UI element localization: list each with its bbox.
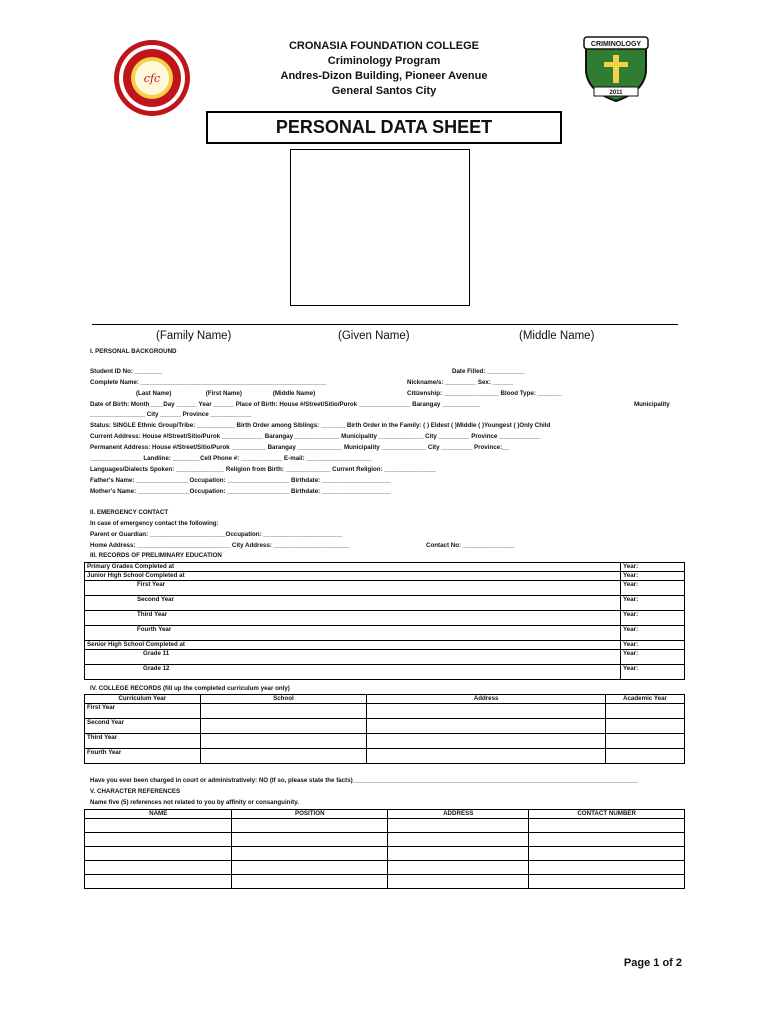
college-entry-cell[interactable] <box>367 704 606 719</box>
landline-field[interactable]: _______________ Landline: ________Cell Phone #: ____________ E-mail: ___________________ <box>90 455 372 462</box>
table-row <box>85 704 685 719</box>
college-entry-cell[interactable] <box>367 719 606 734</box>
prelim-label-cell[interactable]: Junior High School Completed at <box>85 572 621 581</box>
curriculum-year-cell: First Year <box>85 704 201 719</box>
reference-entry-cell[interactable] <box>232 833 388 847</box>
reference-entry-cell[interactable] <box>232 875 388 889</box>
seal-text: cfc <box>143 72 161 85</box>
reference-entry-cell[interactable] <box>529 819 685 833</box>
reference-entry-cell[interactable] <box>85 819 232 833</box>
college-entry-cell[interactable] <box>605 734 684 749</box>
prelim-year-cell[interactable]: Year: <box>621 626 685 641</box>
reference-entry-cell[interactable] <box>529 833 685 847</box>
reference-entry-cell[interactable] <box>85 875 232 889</box>
family-name-label: (Family Name) <box>156 330 232 342</box>
column-header: POSITION <box>232 810 388 819</box>
table-row <box>85 719 685 734</box>
languages-field[interactable]: Languages/Dialects Spoken: ______________ Religion from Birth: _____________ Current Religion: _______________ <box>90 466 436 473</box>
references-table <box>84 809 685 889</box>
table-row <box>85 875 685 889</box>
column-header: NAME <box>85 810 232 819</box>
column-header: Address <box>367 695 606 704</box>
section-preliminary: III. RECORDS OF PRELIMINARY EDUCATION <box>90 552 222 559</box>
table-row <box>85 749 685 764</box>
name-sub-labels: (Last Name) (First Name) (Middle Name) <box>136 390 316 397</box>
reference-entry-cell[interactable] <box>232 861 388 875</box>
dob-field[interactable]: Date of Birth: Month____Day ______ Year ______ Place of Birth: House #/Street/Sitio/Purok _______________ Barangay ___________ <box>90 401 480 408</box>
dob-city-field[interactable]: ________________ City ______ Province ____________ <box>90 411 252 418</box>
table-row <box>85 819 685 833</box>
preliminary-table <box>84 562 685 680</box>
building-address: Andres-Dizon Building, Pioneer Avenue <box>280 70 488 82</box>
curriculum-year-cell: Fourth Year <box>85 749 201 764</box>
column-header: CONTACT NUMBER <box>529 810 685 819</box>
home-address-field[interactable]: Home Address: ___________________________ City Address: ______________________ <box>90 542 350 549</box>
table-row <box>85 563 685 572</box>
reference-entry-cell[interactable] <box>388 833 529 847</box>
emergency-intro: In case of emergency contact the following: <box>90 520 219 527</box>
table-row <box>85 572 685 581</box>
college-entry-cell[interactable] <box>605 749 684 764</box>
table-row <box>85 665 685 680</box>
table-header-row <box>85 695 685 704</box>
table-row <box>85 847 685 861</box>
reference-entry-cell[interactable] <box>85 847 232 861</box>
curriculum-year-cell: Third Year <box>85 734 201 749</box>
table-row <box>85 581 685 596</box>
college-entry-cell[interactable] <box>200 749 367 764</box>
municipality-label: Municipality <box>634 401 670 408</box>
college-entry-cell[interactable] <box>200 734 367 749</box>
contact-no-field[interactable]: Contact No: _______________ <box>426 542 515 549</box>
section-character: V. CHARACTER REFERENCES <box>90 788 181 795</box>
status-field[interactable]: Status: SINGLE Ethnic Group/Tribe: ___________ Birth Order among Siblings: _______ Birth Order in the Family: ( ) Eldest ( )Middle ( )Youngest ( )Only Child <box>90 422 551 429</box>
reference-entry-cell[interactable] <box>232 819 388 833</box>
photo-box[interactable] <box>290 149 470 306</box>
current-address-field[interactable]: Current Address: House #/Street/Sitio/Purok ____________ Barangay _____________ Municipality _____________ City _________ Province ____________ <box>90 433 541 440</box>
section-personal: I. PERSONAL BACKGROUND <box>90 348 177 355</box>
prelim-label-cell[interactable]: Third Year <box>85 611 621 626</box>
column-header: Academic Year <box>605 695 684 704</box>
charged-question[interactable]: Have you ever been charged in court or administratively: NO (If so, please state the facts)___________________________________________________________________________________ <box>90 777 639 784</box>
reference-entry-cell[interactable] <box>388 847 529 861</box>
prelim-year-cell[interactable]: Year: <box>621 596 685 611</box>
table-header-row <box>85 810 685 819</box>
reference-entry-cell[interactable] <box>388 875 529 889</box>
name-line <box>92 324 678 325</box>
college-table <box>84 694 685 764</box>
column-header: ADDRESS <box>388 810 529 819</box>
college-entry-cell[interactable] <box>200 719 367 734</box>
table-row <box>85 861 685 875</box>
prelim-year-cell[interactable]: Year: <box>621 650 685 665</box>
college-entry-cell[interactable] <box>605 704 684 719</box>
table-row <box>85 626 685 641</box>
prelim-year-cell[interactable]: Year: <box>621 581 685 596</box>
reference-entry-cell[interactable] <box>529 861 685 875</box>
program-name: Criminology Program <box>327 55 441 67</box>
student-id-field[interactable]: Student ID No: ________ <box>90 368 163 375</box>
prelim-label-cell[interactable]: Primary Grades Completed at <box>85 563 621 572</box>
page-number: Page 1 of 2 <box>623 957 682 969</box>
college-entry-cell[interactable] <box>605 719 684 734</box>
section-emergency: II. EMERGENCY CONTACT <box>90 509 169 516</box>
badge-year: 2011 <box>609 90 623 96</box>
table-row <box>85 596 685 611</box>
reference-entry-cell[interactable] <box>529 847 685 861</box>
column-header: Curriculum Year <box>85 695 201 704</box>
citizenship-field[interactable]: Citizenship: ________________ Blood Type: _______ <box>407 390 562 397</box>
table-row <box>85 734 685 749</box>
prelim-label-cell[interactable]: Grade 12 <box>85 665 621 680</box>
nickname-field[interactable]: Nickname/s: _________ Sex: ______ <box>407 379 514 386</box>
college-entry-cell[interactable] <box>200 704 367 719</box>
city-name: General Santos City <box>331 85 437 97</box>
prelim-label-cell[interactable]: First Year <box>85 581 621 596</box>
college-entry-cell[interactable] <box>367 734 606 749</box>
prelim-label-cell[interactable]: Senior High School Completed at <box>85 641 621 650</box>
column-header: School <box>200 695 367 704</box>
reference-entry-cell[interactable] <box>388 819 529 833</box>
reference-entry-cell[interactable] <box>529 875 685 889</box>
table-row <box>85 641 685 650</box>
reference-entry-cell[interactable] <box>85 833 232 847</box>
reference-entry-cell[interactable] <box>85 861 232 875</box>
section-college: IV. COLLEGE RECORDS (fill up the completed curriculum year only) <box>90 685 290 692</box>
guardian-field[interactable]: Parent or Guardian: ______________________Occupation: _______________________ <box>90 531 343 538</box>
middle-name-label: (Middle Name) <box>519 330 595 342</box>
prelim-year-cell[interactable]: Year: <box>621 641 685 650</box>
mother-field[interactable]: Mother's Name: _______________Occupation: __________________ Birthdate: ____________________ <box>90 488 391 495</box>
prelim-label-cell[interactable]: Grade 11 <box>85 650 621 665</box>
table-row <box>85 833 685 847</box>
prelim-label-cell[interactable]: Second Year <box>85 596 621 611</box>
badge-text: CRIMINOLOGY <box>590 41 642 48</box>
complete-name-field[interactable]: Complete Name: ______________________________________________________ <box>90 379 327 386</box>
curriculum-year-cell: Second Year <box>85 719 201 734</box>
given-name-label: (Given Name) <box>338 330 410 342</box>
prelim-label-cell[interactable]: Fourth Year <box>85 626 621 641</box>
table-row <box>85 611 685 626</box>
reference-entry-cell[interactable] <box>232 847 388 861</box>
prelim-year-cell[interactable]: Year: <box>621 665 685 680</box>
reference-entry-cell[interactable] <box>388 861 529 875</box>
prelim-year-cell[interactable]: Year: <box>621 572 685 581</box>
date-filled-field[interactable]: Date Filled: ___________ <box>452 368 525 375</box>
college-entry-cell[interactable] <box>367 749 606 764</box>
college-name: CRONASIA FOUNDATION COLLEGE <box>288 40 480 52</box>
prelim-year-cell[interactable]: Year: <box>621 563 685 572</box>
character-intro: Name five (5) references not related to you by affinity or consanguinity. <box>90 799 299 806</box>
permanent-address-field[interactable]: Permanent Address: House #/Street/Sitio/Purok __________ Barangay _____________ Municipality _____________ City _________ Province:__ <box>90 444 510 451</box>
page-title: PERSONAL DATA SHEET <box>206 111 562 144</box>
prelim-year-cell[interactable]: Year: <box>621 611 685 626</box>
father-field[interactable]: Father's Name: _______________ Occupation: __________________ Birthdate: ____________________ <box>90 477 391 484</box>
table-row <box>85 650 685 665</box>
